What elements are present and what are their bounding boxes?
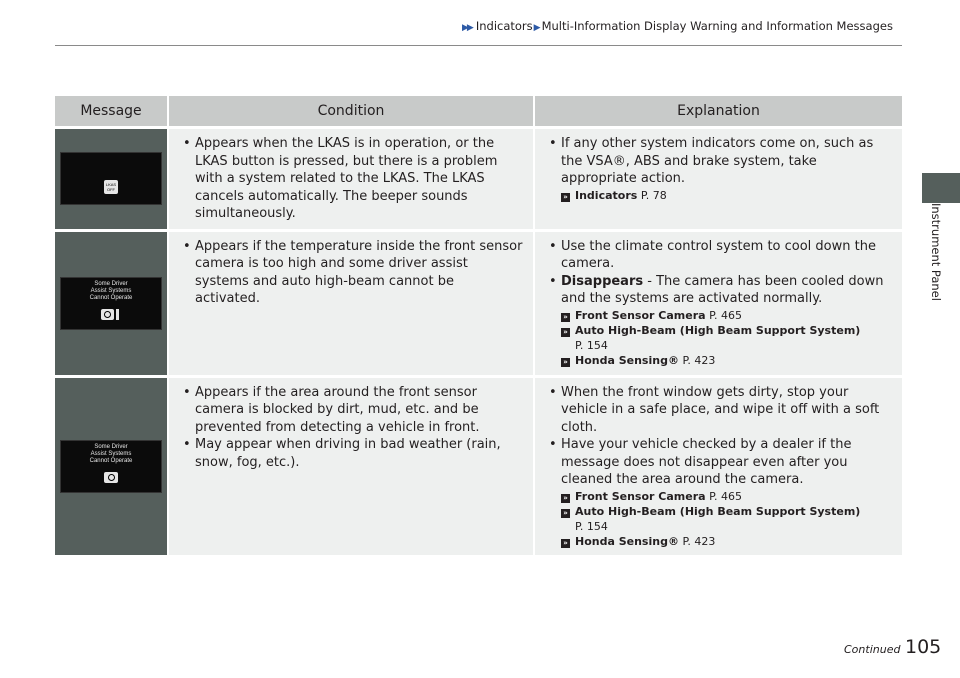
- reference-arrow-icon: »: [561, 328, 570, 337]
- header-divider: [55, 45, 902, 46]
- table-header-row: [55, 96, 902, 126]
- message-image-cell: [55, 126, 169, 229]
- cross-reference[interactable]: [549, 489, 892, 504]
- ref-page: P. 154: [575, 338, 608, 352]
- header-explanation: Explanation: [535, 96, 902, 126]
- cross-reference[interactable]: [549, 188, 892, 203]
- cross-reference[interactable]: [549, 353, 892, 368]
- reference-arrow-icon: »: [561, 193, 570, 202]
- ref-page: P. 465: [709, 489, 742, 503]
- section-label: Instrument Panel: [929, 203, 943, 301]
- condition-cell: [169, 229, 535, 375]
- ref-page: P. 154: [575, 519, 608, 533]
- driver-assist-display: [60, 440, 162, 493]
- cross-reference[interactable]: [549, 308, 892, 323]
- ref-page: P. 423: [682, 534, 716, 548]
- reference-arrow-icon: »: [561, 509, 570, 518]
- reference-arrow-icon: »: [561, 494, 570, 503]
- cross-reference[interactable]: [549, 534, 892, 549]
- double-arrow-icon: ▶▶: [462, 23, 472, 33]
- explanation-item: [549, 135, 892, 188]
- reference-arrow-icon: »: [561, 358, 570, 367]
- explanation-bold: Disappears: [561, 273, 644, 289]
- lkas-icon: [104, 180, 118, 194]
- condition-item: • Appears when the LKAS is in operation, or the LKAS button is pressed, but there is a problem with a system related to the LKAS. The LKAS cancels automatically. The beeper sounds simultaneously.: [183, 135, 523, 223]
- condition-cell: [169, 126, 535, 229]
- ref-title[interactable]: Honda Sensing®: [575, 353, 679, 367]
- condition-cell: [169, 375, 535, 555]
- continued-label: Continued: [844, 643, 901, 656]
- breadcrumb-current: Multi-Information Display Warning and Information Messages: [541, 19, 893, 33]
- screen-text-lkas: LKAS: [105, 182, 117, 188]
- ref-title[interactable]: Indicators: [575, 188, 638, 202]
- ref-title[interactable]: Front Sensor Camera: [575, 308, 706, 322]
- cross-reference[interactable]: [549, 504, 892, 534]
- explanation-cell: [535, 229, 902, 375]
- ref-title[interactable]: Auto High-Beam (High Beam Support System): [575, 504, 861, 518]
- screen-line: Some Driver: [94, 443, 128, 450]
- section-tab: [922, 173, 960, 203]
- driver-assist-display: [60, 277, 162, 330]
- ref-page: P. 78: [640, 188, 667, 202]
- breadcrumb: [462, 19, 902, 33]
- messages-table: [55, 96, 902, 555]
- arrow-icon: ▶: [533, 23, 541, 33]
- explanation-item: [549, 273, 892, 308]
- screen-line: Cannot Operate: [89, 457, 133, 464]
- reference-arrow-icon: »: [561, 539, 570, 548]
- header-condition: Condition: [169, 96, 535, 126]
- ref-title[interactable]: Honda Sensing®: [575, 534, 679, 548]
- table-row: [55, 126, 902, 229]
- ref-page: P. 423: [682, 353, 716, 367]
- screen-text-off: OFF: [107, 187, 115, 193]
- explanation-text: Use the climate control system to cool down the camera.: [561, 238, 876, 271]
- lkas-off-display: [60, 152, 162, 205]
- camera-blocked-icon: [104, 472, 118, 483]
- table-row: [55, 375, 902, 555]
- header-message: Message: [55, 96, 169, 126]
- camera-icon: [101, 309, 114, 320]
- table-row: [55, 229, 902, 375]
- explanation-item: [549, 238, 892, 273]
- reference-arrow-icon: »: [561, 313, 570, 322]
- ref-title[interactable]: Front Sensor Camera: [575, 489, 706, 503]
- message-image-cell: [55, 375, 169, 555]
- message-image-cell: [55, 229, 169, 375]
- screen-line: Assist Systems: [90, 450, 132, 457]
- page-number: 105: [905, 636, 942, 658]
- screen-line: Cannot Operate: [89, 294, 133, 301]
- explanation-text: - The camera has been cooled down and the systems are activated normally.: [561, 273, 884, 306]
- screen-line: Assist Systems: [90, 287, 132, 294]
- ref-title[interactable]: Auto High-Beam (High Beam Support System): [575, 323, 861, 337]
- condition-item: • May appear when driving in bad weather (rain, snow, fog, etc.).: [183, 436, 523, 471]
- explanation-text: When the front window gets dirty, stop your vehicle in a safe place, and wipe it off with a soft cloth.: [561, 384, 880, 435]
- screen-line: Some Driver: [94, 280, 128, 287]
- condition-item: • Appears if the area around the front sensor camera is blocked by dirt, mud, etc. and be prevented from detecting a vehicle in front.: [183, 384, 523, 437]
- explanation-text: If any other system indicators come on, such as the VSA®, ABS and brake system, take appropriate action.: [561, 136, 874, 186]
- condition-item: • Appears if the temperature inside the front sensor camera is too high and some driver assist systems and auto high-beam cannot be activated.: [183, 238, 523, 308]
- thermometer-icon: [116, 309, 119, 320]
- explanation-item: [549, 384, 892, 437]
- explanation-item: [549, 436, 892, 489]
- explanation-cell: [535, 126, 902, 229]
- breadcrumb-indicators[interactable]: Indicators: [475, 19, 533, 33]
- ref-page: P. 465: [709, 308, 742, 322]
- explanation-cell: [535, 375, 902, 555]
- cross-reference[interactable]: [549, 323, 892, 353]
- explanation-text: Have your vehicle checked by a dealer if the message does not disappear even after you cleaned the area around the camera.: [561, 437, 852, 487]
